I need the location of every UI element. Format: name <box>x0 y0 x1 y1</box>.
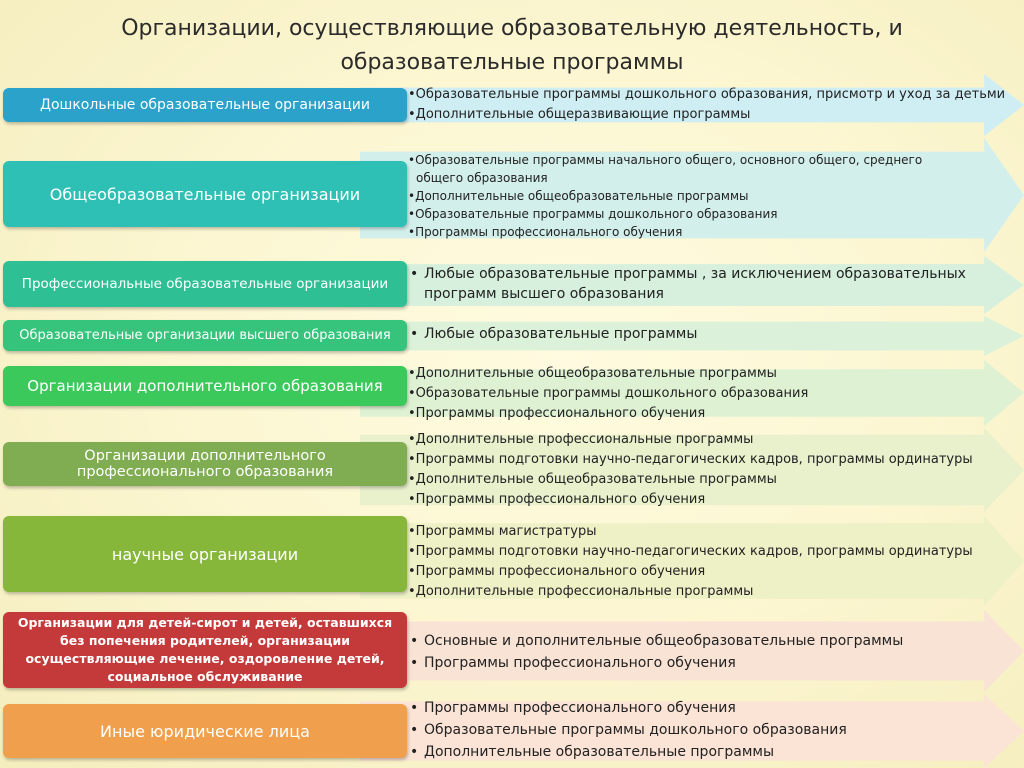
list-item: • Программы профессионального обучения <box>408 562 983 582</box>
list-item: • Образовательные программы начального общего, основного общего, среднего общего образования <box>408 151 953 187</box>
row-items <box>408 324 983 344</box>
list-item: • Основные и дополнительные общеобразовательные программы <box>408 630 983 652</box>
list-item: • Дополнительные общеобразовательные программы <box>408 364 983 384</box>
list-item: • Любые образовательные программы , за исключением образовательных программ высшего образования <box>408 264 968 304</box>
list-item: • Программы профессионального обучения <box>408 490 983 510</box>
row-orphans <box>0 610 1024 692</box>
row-label: Организации дополнительного образования <box>3 366 407 406</box>
row-label: Организации дополнительного профессионального образования <box>3 442 407 486</box>
list-item: • Образовательные программы дошкольного образования <box>408 384 983 404</box>
list-item: • Дополнительные образовательные программы <box>408 741 983 763</box>
list-item: • Дополнительные общеразвивающие программы <box>408 105 983 125</box>
row-label: Общеобразовательные организации <box>3 161 407 227</box>
list-item: • Образовательные программы дошкольного образования <box>408 719 983 741</box>
row-label: Образовательные организации высшего образования <box>3 320 407 351</box>
row-items <box>408 697 983 763</box>
list-item: • Программы профессионального обучения <box>408 223 953 241</box>
list-item: • Дополнительные профессиональные программы <box>408 582 983 602</box>
title-line-2: образовательные программы <box>340 50 684 75</box>
list-item: • Дополнительные общеобразовательные программы <box>408 187 953 205</box>
list-item: • Любые образовательные программы <box>408 324 983 344</box>
row-items <box>408 85 1006 125</box>
list-item: • Программы профессионального обучения <box>408 697 983 719</box>
row-items <box>408 630 983 674</box>
row-items <box>408 430 983 510</box>
page-title <box>0 12 1024 80</box>
row-scientific <box>0 516 1024 606</box>
list-item: • Дополнительные общеобразовательные программы <box>408 470 983 490</box>
row-other-legal-entities <box>0 694 1024 768</box>
row-label: Профессиональные образовательные организации <box>3 261 407 307</box>
title-line-1: Организации, осуществляющие образовательную деятельность, и <box>121 16 903 41</box>
row-items <box>408 264 968 304</box>
row-label: научные организации <box>3 516 407 592</box>
list-item: • Программы магистратуры <box>408 522 983 542</box>
row-label: Организации для детей-сирот и детей, оставшихся без попечения родителей, организации осуществляющие лечение, оздоровление детей, социальное обслуживание <box>3 612 407 688</box>
row-label: Дошкольные образовательные организации <box>3 88 407 122</box>
list-item: • Программы подготовки научно-педагогических кадров, программы ординатуры <box>408 542 983 562</box>
row-preschool <box>0 74 1024 136</box>
list-item: • Дополнительные профессиональные программы <box>408 430 983 450</box>
row-higher <box>0 316 1024 356</box>
row-items <box>408 522 983 602</box>
row-general <box>0 138 1024 252</box>
list-item: • Программы профессионального обучения <box>408 652 983 674</box>
row-vocational <box>0 256 1024 314</box>
list-item: • Образовательные программы дошкольного образования <box>408 205 953 223</box>
row-items <box>408 364 983 424</box>
row-label: Иные юридические лица <box>3 704 407 758</box>
row-items <box>408 151 953 241</box>
list-item: • Образовательные программы дошкольного образования, присмотр и уход за детьми <box>408 85 983 105</box>
list-item: • Программы подготовки научно-педагогических кадров, программы ординатуры <box>408 450 983 470</box>
row-additional <box>0 360 1024 426</box>
row-additional-professional <box>0 428 1024 512</box>
list-item: • Программы профессионального обучения <box>408 404 983 424</box>
